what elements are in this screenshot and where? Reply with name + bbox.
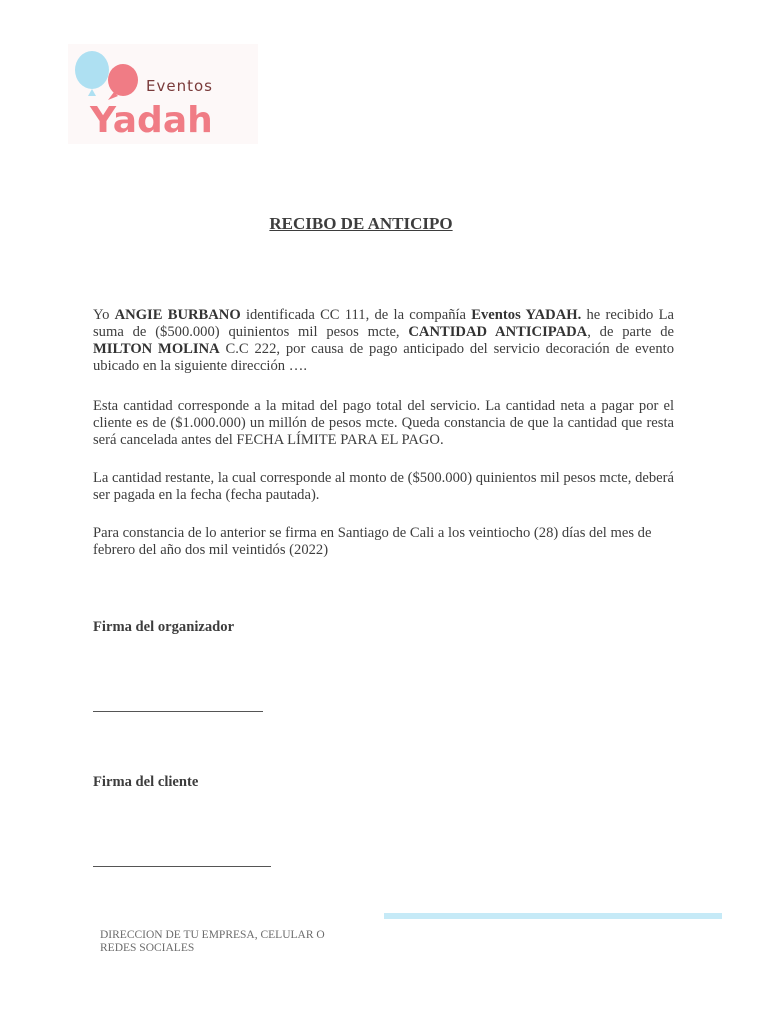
text-run: he recibido La suma de ($500.000) quinientos mil pesos mcte, (93, 307, 674, 340)
text-run: , de parte de (587, 324, 674, 340)
logo-big-text: Yadah (90, 100, 213, 141)
client-signature-label: Firma del cliente (93, 774, 199, 790)
text-run: C.C 222, por causa de pago anticipado del servicio decoración de evento ubicado en la siguiente dirección …. (93, 341, 675, 374)
client-name: MILTON MOLINA (93, 341, 220, 357)
paragraph-signing-place: Para constancia de lo anterior se firma en Santiago de Cali a los veintiocho (28) días del mes de febrero del año dos mil veintidós (2022) (93, 525, 652, 558)
footer-contact-text: DIRECCION DE TU EMPRESA, CELULAR O REDES SOCIALES (100, 929, 325, 954)
balloons-logo-icon (68, 44, 258, 144)
receiver-name: ANGIE BURBANO (114, 307, 241, 323)
page-title: RECIBO DE ANTICIPO (269, 214, 453, 233)
company-logo (68, 44, 258, 144)
logo-small-text: Eventos (146, 77, 213, 95)
text-run: Yo (93, 307, 115, 323)
paragraph-total: Esta cantidad corresponde a la mitad del pago total del servicio. La cantidad neta a pagar por el cliente es de ($1.000.000) un millón de pesos mcte. Queda constancia de que la cantidad que resta será cancelada antes del FECHA LÍMITE PARA EL PAGO. (93, 398, 674, 448)
organizer-signature-line (93, 711, 263, 712)
client-signature-line (93, 866, 271, 867)
organizer-signature-label: Firma del organizador (93, 619, 235, 635)
company-name: Eventos YADAH. (471, 307, 582, 323)
paragraph-receipt (93, 307, 674, 375)
amount-label: CANTIDAD ANTICIPADA (408, 324, 588, 340)
text-run: identificada CC 111, de la compañía (240, 307, 472, 323)
paragraph-remaining: La cantidad restante, la cual corresponde al monto de ($500.000) quinientos mil pesos mcte, deberá ser pagada en la fecha (fecha pautada). (93, 470, 674, 503)
footer-accent-bar (384, 913, 722, 919)
